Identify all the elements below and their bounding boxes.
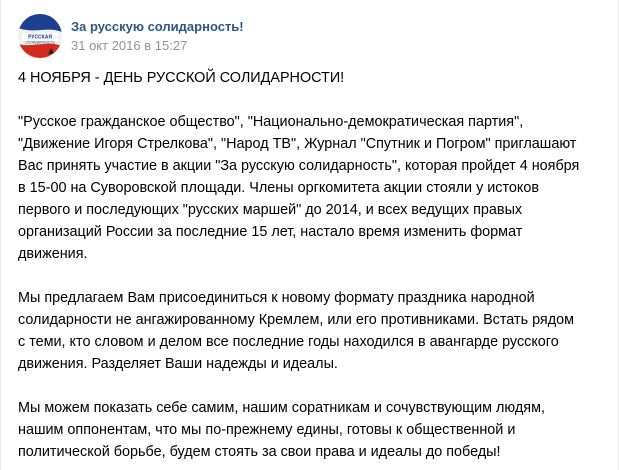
post-paragraph-2: Мы предлагаем Вам присоединиться к новому формату праздника народной солидарности не ангажированному Кремлем, или его противниками. Встать рядом с теми, кто словом и делом все последние годы находился в авангарде русского движения. Разделяет Ваши надежды и идеалы.: [18, 290, 574, 372]
post-title: 4 НОЯБРЯ - ДЕНЬ РУССКОЙ СОЛИДАРНОСТИ!: [18, 70, 345, 86]
author-name-link[interactable]: За русскую солидарность!: [71, 19, 244, 34]
russian-solidarity-logo-icon: [18, 14, 62, 58]
author-avatar[interactable]: [18, 14, 62, 58]
avatar-text-line-1: РУССКАЯ: [28, 34, 52, 41]
author-block: [71, 14, 244, 58]
avatar-text-line-2: СОЛИДАРНОСТЬ: [25, 40, 55, 45]
post-paragraph-3: Мы можем показать себе самим, нашим соратникам и сочувствующим людям, нашим оппонентам, что мы по-прежнему едины, готовы к общественной и политической борьбе, будем стоять за свои права и идеалы до победы!: [18, 400, 545, 460]
post-paragraph-1: "Русское гражданское общество", "Национально-демократическая партия", "Движение Игоря Стрелкова", "Народ ТВ", Журнал "Спутник и Погром" приглашают Вас принять участие в акции "За русскую солидарность", которая пройдет 4 ноября в 15-00 на Суворовской площади. Члены оргкомитета акции стояли у истоков первого и последующих "русских маршей" до 2014, и всех ведущих правых организаций России за последние 15 лет, настало время изменить формат движения.: [18, 114, 580, 262]
post-text: [18, 67, 608, 463]
post-header: [18, 14, 244, 58]
post-date-link[interactable]: 31 окт 2016 в 15:27: [71, 38, 188, 53]
